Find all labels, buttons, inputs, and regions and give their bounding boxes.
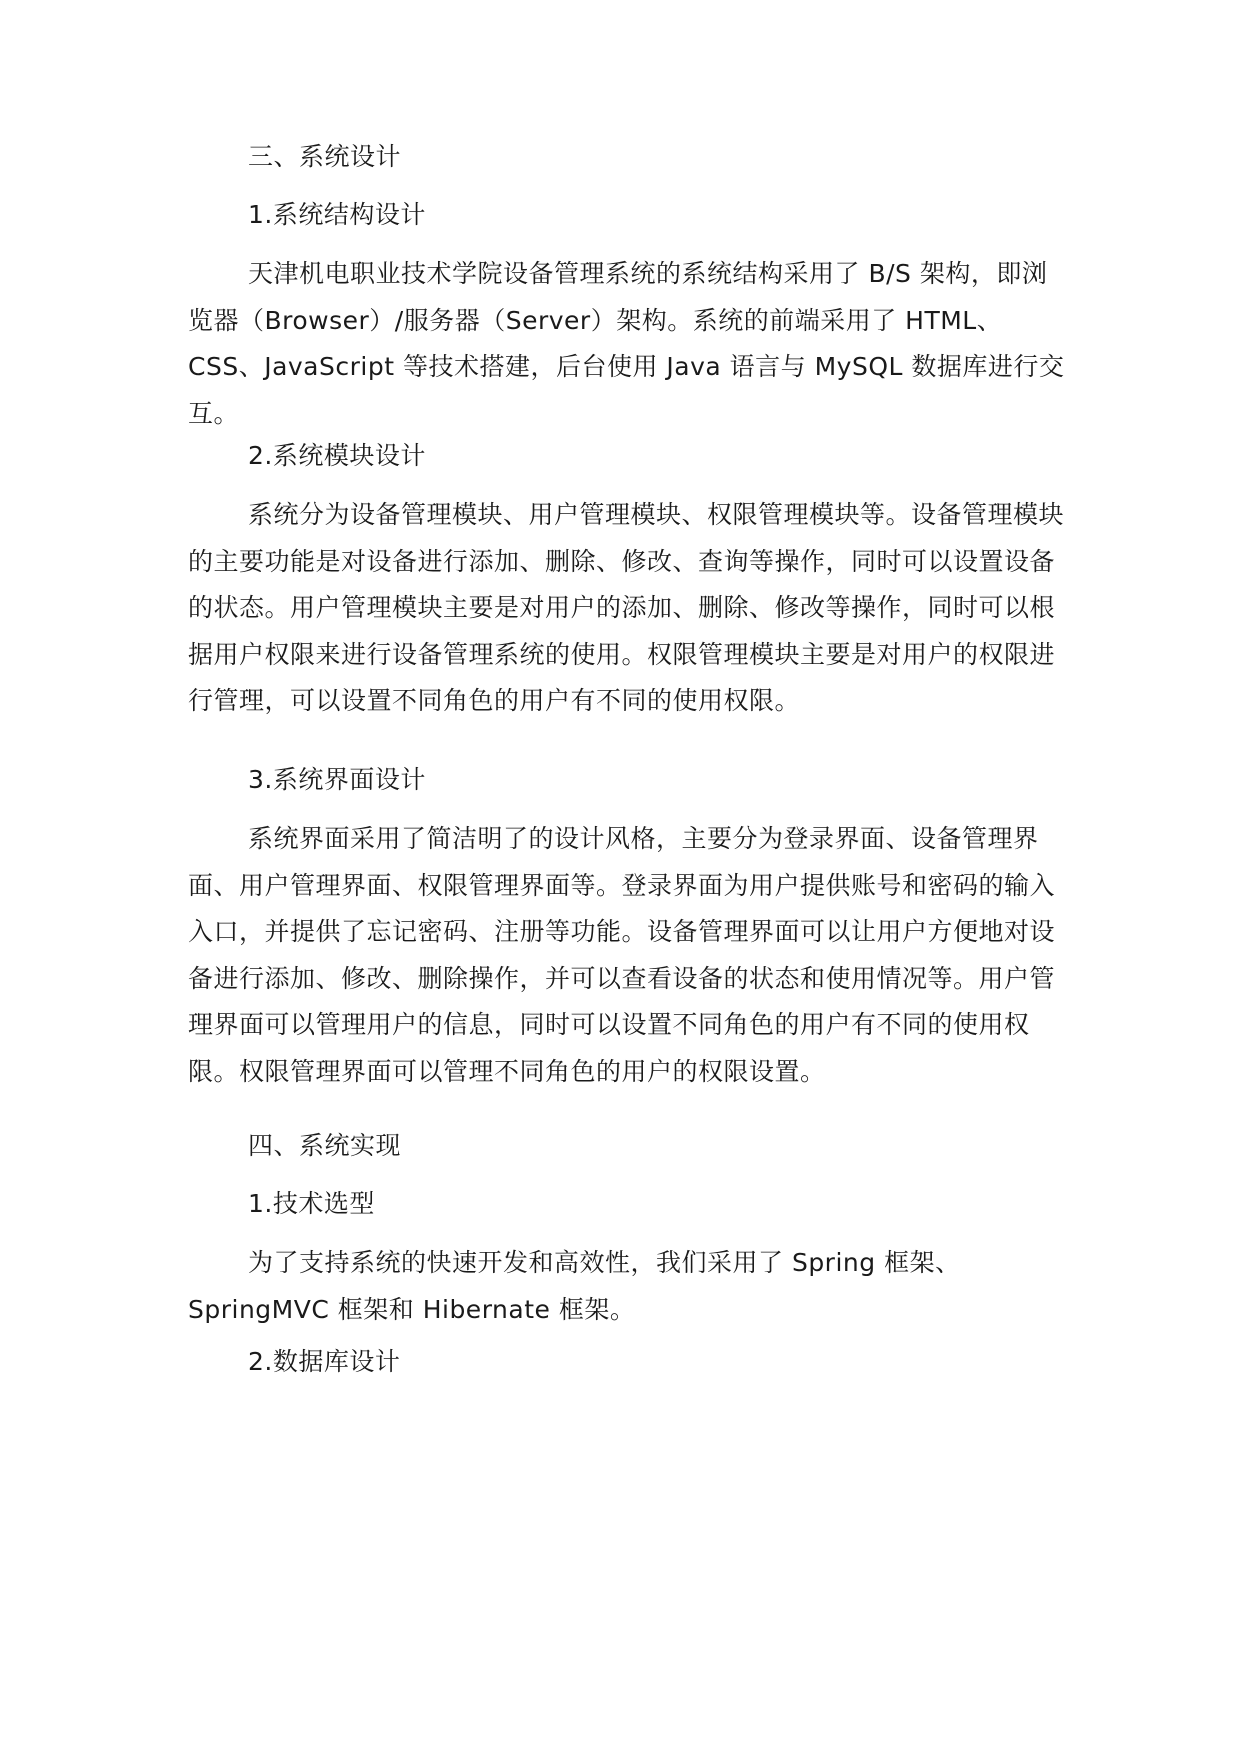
paragraph-technology-selection: 为了支持系统的快速开发和高效性，我们采用了 Spring 框架、SpringMVC 框架和 Hibernate 框架。 <box>188 1248 961 1324</box>
paragraph-structure-design: 天津机电职业技术学院设备管理系统的系统结构采用了 B/S 架构，即浏览器（Browser）/服务器（Server）架构。系统的前端采用了 HTML、CSS、JavaScript 等技术搭建，后台使用 Java 语言与 MySQL 数据库进行交互。 <box>188 259 1065 428</box>
subheading-structure-design: 1.系统结构设计 <box>248 200 426 229</box>
subheading-technology-selection: 1.技术选型 <box>248 1189 375 1218</box>
section-heading-system-implementation: 四、系统实现 <box>248 1131 402 1160</box>
paragraph-interface-design: 系统界面采用了简洁明了的设计风格，主要分为登录界面、设备管理界面、用户管理界面、权限管理界面等。登录界面为用户提供账号和密码的输入入口，并提供了忘记密码、注册等功能。设备管理界面可以让用户方便地对设备进行添加、修改、删除操作，并可以查看设备的状态和使用情况等。用户管理界面可以管理用户的信息，同时可以设置不同角色的用户有不同的使用权限。权限管理界面可以管理不同角色的用户的权限设置。 <box>188 824 1056 1086</box>
subheading-module-design: 2.系统模块设计 <box>248 441 426 470</box>
paragraph-module-design: 系统分为设备管理模块、用户管理模块、权限管理模块等。设备管理模块的主要功能是对设备进行添加、删除、修改、查询等操作，同时可以设置设备的状态。用户管理模块主要是对用户的添加、删除、修改等操作，同时可以根据用户权限来进行设备管理系统的使用。权限管理模块主要是对用户的权限进行管理，可以设置不同角色的用户有不同的使用权限。 <box>188 500 1065 715</box>
subheading-interface-design: 3.系统界面设计 <box>248 765 426 794</box>
section-heading-system-design: 三、系统设计 <box>248 142 402 171</box>
subheading-database-design: 2.数据库设计 <box>248 1347 401 1376</box>
